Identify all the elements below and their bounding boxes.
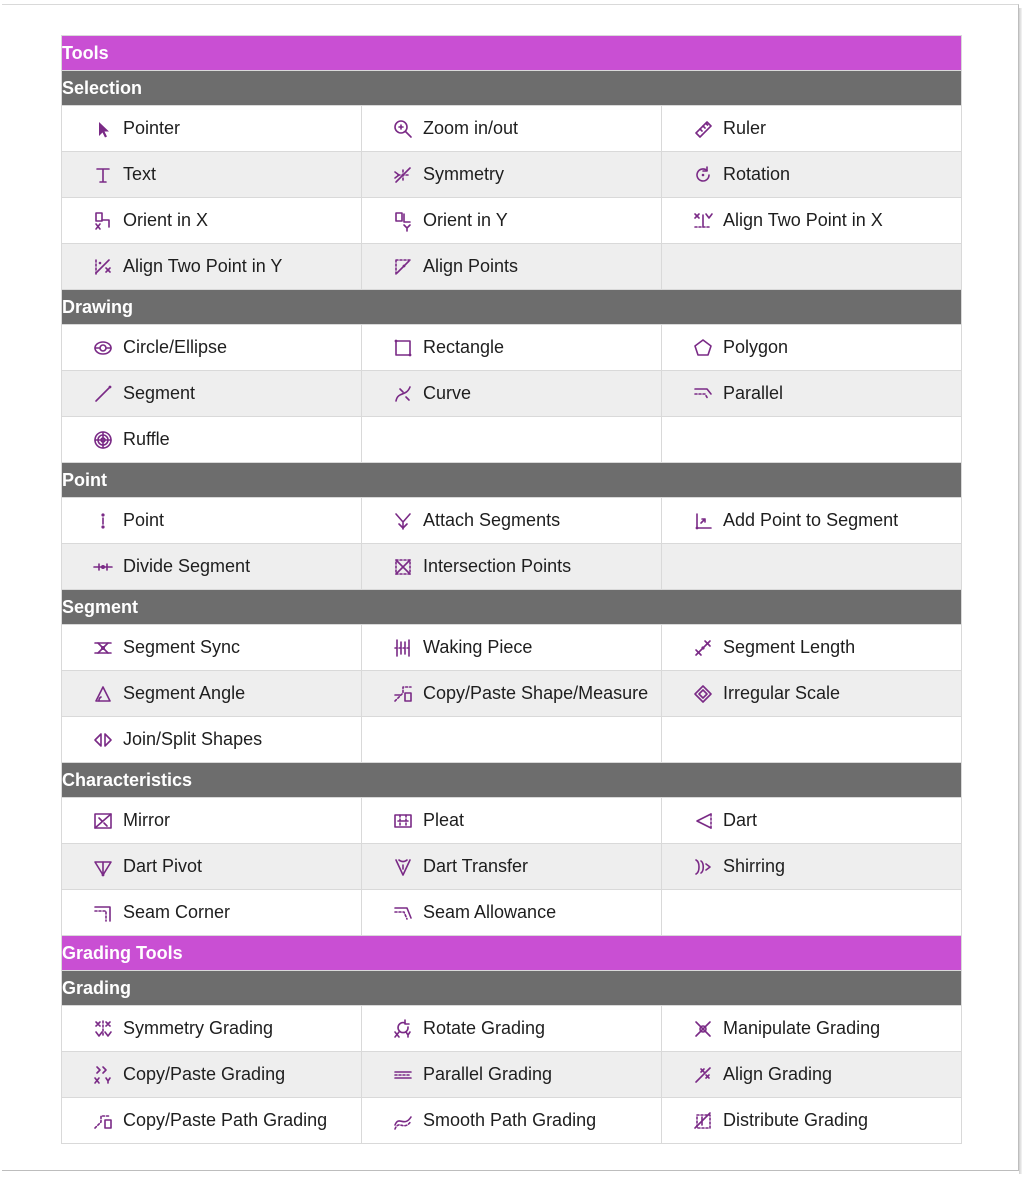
tool-label: Attach Segments: [423, 510, 561, 530]
orient-x-icon: [92, 210, 114, 232]
tool-label: Seam Corner: [123, 902, 231, 922]
join-split-icon: [92, 729, 114, 751]
tool-item-seam-corner: [62, 902, 361, 924]
tool-cell: [662, 625, 962, 671]
rotation-icon: [692, 164, 714, 186]
table-row: [62, 717, 962, 763]
table-row: [62, 498, 962, 544]
tool-item-orient-in-y: [362, 210, 661, 232]
tool-cell: [362, 1098, 662, 1144]
tool-item-parallel: [662, 383, 961, 405]
empty-cell: [662, 417, 962, 463]
empty-cell: [662, 890, 962, 936]
tool-item-segment: [62, 383, 361, 405]
orient-y-icon: [392, 210, 414, 232]
tool-label: Ruffle: [123, 429, 170, 449]
table-row: [62, 798, 962, 844]
tool-label: Copy/Paste Shape/Measure: [423, 683, 649, 703]
tool-cell: [62, 844, 362, 890]
waking-piece-icon: [392, 637, 414, 659]
align-grading-icon: [692, 1064, 714, 1086]
copy-paste-path-grading-icon: [92, 1110, 114, 1132]
align-two-point-x-icon: [692, 210, 714, 232]
manipulate-grading-icon: [692, 1018, 714, 1040]
tool-cell: [62, 625, 362, 671]
tool-label: Dart: [723, 810, 758, 830]
empty-cell: [362, 417, 662, 463]
tool-label: Align Grading: [723, 1064, 833, 1084]
tool-label: Shirring: [723, 856, 786, 876]
table-row: [62, 106, 962, 152]
distribute-grading-icon: [692, 1110, 714, 1132]
attach-segments-icon: [392, 510, 414, 532]
rotate-grading-icon: [392, 1018, 414, 1040]
tool-label: Text: [123, 164, 157, 184]
tool-item-symmetry-grading: [62, 1018, 361, 1040]
tool-item-text: [62, 164, 361, 186]
tool-label: Distribute Grading: [723, 1110, 869, 1130]
text-icon: [92, 164, 114, 186]
tool-label: Rotate Grading: [423, 1018, 546, 1038]
section-header-grading: [62, 971, 962, 1006]
segment-sync-icon: [92, 637, 114, 659]
tool-cell: [662, 1006, 962, 1052]
tool-item-circle-ellipse: [62, 337, 361, 359]
curve-icon: [392, 383, 414, 405]
table-row: [62, 1006, 962, 1052]
tool-cell: [62, 890, 362, 936]
shirring-icon: [692, 856, 714, 878]
smooth-path-grading-icon: [392, 1110, 414, 1132]
tool-cell: [62, 152, 362, 198]
tool-item-attach-segments: [362, 510, 661, 532]
tool-cell: [662, 106, 962, 152]
tool-item-waking-piece: [362, 637, 661, 659]
table-row: [62, 890, 962, 936]
tool-cell: [362, 152, 662, 198]
tool-cell: [362, 244, 662, 290]
tool-cell: [62, 717, 362, 763]
section-header-selection: [62, 71, 962, 106]
tool-label: Segment: [123, 383, 196, 403]
tools-reference-table: [61, 35, 962, 1144]
tool-label: Ruler: [723, 118, 767, 138]
tool-label: Align Points: [423, 256, 519, 276]
section-title: Point: [62, 463, 962, 498]
parallel-icon: [692, 383, 714, 405]
circle-ellipse-icon: [92, 337, 114, 359]
polygon-icon: [692, 337, 714, 359]
tool-item-irregular-scale: [662, 683, 961, 705]
section-title: Characteristics: [62, 763, 962, 798]
tool-cell: [62, 325, 362, 371]
ruffle-icon: [92, 429, 114, 451]
tool-item-symmetry: [362, 164, 661, 186]
tool-cell: [662, 1052, 962, 1098]
tool-item-intersection-points: [362, 556, 661, 578]
tool-label: Align Two Point in X: [723, 210, 883, 230]
tool-cell: [62, 1006, 362, 1052]
tool-cell: [662, 371, 962, 417]
tool-label: Symmetry: [423, 164, 504, 184]
tool-label: Symmetry Grading: [123, 1018, 274, 1038]
tool-item-dart-pivot: [62, 856, 361, 878]
tool-label: Rectangle: [423, 337, 505, 357]
tool-label: Polygon: [723, 337, 789, 357]
tool-label: Copy/Paste Grading: [123, 1064, 286, 1084]
tool-cell: [362, 890, 662, 936]
tool-cell: [362, 671, 662, 717]
tool-item-zoom-in-out: [362, 118, 661, 140]
tool-item-pointer: [62, 118, 361, 140]
page-shadow: [1019, 8, 1022, 1174]
parallel-grading-icon: [392, 1064, 414, 1086]
dart-transfer-icon: [392, 856, 414, 878]
tool-label: Dart Transfer: [423, 856, 529, 876]
table-row: [62, 325, 962, 371]
tool-cell: [362, 1052, 662, 1098]
tool-cell: [362, 371, 662, 417]
table-row: [62, 244, 962, 290]
tool-label: Pleat: [423, 810, 465, 830]
tool-label: Seam Allowance: [423, 902, 557, 922]
table-row: [62, 671, 962, 717]
copy-paste-shape-icon: [392, 683, 414, 705]
tool-item-dart: [662, 810, 961, 832]
tool-cell: [62, 371, 362, 417]
section-title: Selection: [62, 71, 962, 106]
tool-item-add-point-to-segment: [662, 510, 961, 532]
table-row: [62, 152, 962, 198]
tool-cell: [662, 671, 962, 717]
tool-item-segment-sync: [62, 637, 361, 659]
tool-item-parallel-grading: [362, 1064, 661, 1086]
tool-cell: [62, 544, 362, 590]
tool-label: Parallel Grading: [423, 1064, 553, 1084]
tool-cell: [362, 325, 662, 371]
tool-item-curve: [362, 383, 661, 405]
zoom-icon: [392, 118, 414, 140]
tool-item-distribute-grading: [662, 1110, 961, 1132]
tool-item-pleat: [362, 810, 661, 832]
copy-paste-grading-icon: [92, 1064, 114, 1086]
tool-cell: [362, 544, 662, 590]
tool-label: Segment Length: [723, 637, 856, 657]
tool-cell: [662, 798, 962, 844]
tool-item-smooth-path-grading: [362, 1110, 661, 1132]
tool-cell: [662, 198, 962, 244]
section-header-drawing: [62, 290, 962, 325]
tool-label: Orient in X: [123, 210, 209, 230]
group-title: Tools: [62, 36, 962, 71]
mirror-icon: [92, 810, 114, 832]
tool-cell: [362, 625, 662, 671]
tool-label: Orient in Y: [423, 210, 508, 230]
tool-item-align-two-point-in-x: [662, 210, 961, 232]
tool-item-copy-paste-grading: [62, 1064, 361, 1086]
table-row: [62, 371, 962, 417]
group-title: Grading Tools: [62, 936, 962, 971]
tool-label: Mirror: [123, 810, 170, 830]
pointer-icon: [92, 118, 114, 140]
tool-item-rectangle: [362, 337, 661, 359]
tool-label: Dart Pivot: [123, 856, 203, 876]
align-two-point-y-icon: [92, 256, 114, 278]
section-header-point: [62, 463, 962, 498]
ruler-icon: [692, 118, 714, 140]
tool-item-copy-paste-shape-measure: [362, 683, 661, 705]
tool-label: Divide Segment: [123, 556, 251, 576]
tool-item-join-split-shapes: [62, 729, 361, 751]
tool-cell: [62, 1052, 362, 1098]
dart-pivot-icon: [92, 856, 114, 878]
tool-cell: [662, 325, 962, 371]
table-row: [62, 1098, 962, 1144]
empty-cell: [662, 244, 962, 290]
symmetry-icon: [392, 164, 414, 186]
symmetry-grading-icon: [92, 1018, 114, 1040]
tool-item-ruler: [662, 118, 961, 140]
tool-item-dart-transfer: [362, 856, 661, 878]
tool-cell: [362, 106, 662, 152]
tool-cell: [62, 798, 362, 844]
group-header-tools: [62, 36, 962, 71]
section-title: Segment: [62, 590, 962, 625]
tool-label: Align Two Point in Y: [123, 256, 283, 276]
empty-cell: [662, 717, 962, 763]
seam-corner-icon: [92, 902, 114, 924]
tool-item-polygon: [662, 337, 961, 359]
seam-allowance-icon: [392, 902, 414, 924]
tool-label: Smooth Path Grading: [423, 1110, 597, 1130]
table-row: [62, 625, 962, 671]
tool-item-manipulate-grading: [662, 1018, 961, 1040]
tool-cell: [662, 844, 962, 890]
tool-item-align-grading: [662, 1064, 961, 1086]
tool-label: Curve: [423, 383, 472, 403]
tool-label: Add Point to Segment: [723, 510, 899, 530]
tool-item-segment-length: [662, 637, 961, 659]
tool-item-align-two-point-in-y: [62, 256, 361, 278]
tool-cell: [362, 844, 662, 890]
tool-cell: [62, 1098, 362, 1144]
tool-cell: [62, 671, 362, 717]
empty-cell: [362, 717, 662, 763]
tool-label: Rotation: [723, 164, 791, 184]
group-header-grading-tools: [62, 936, 962, 971]
tool-item-ruffle: [62, 429, 361, 451]
align-points-icon: [392, 256, 414, 278]
table-row: [62, 417, 962, 463]
tool-item-point: [62, 510, 361, 532]
tool-item-orient-in-x: [62, 210, 361, 232]
tool-label: Irregular Scale: [723, 683, 841, 703]
section-title: Drawing: [62, 290, 962, 325]
tool-label: Parallel: [723, 383, 784, 403]
section-header-segment: [62, 590, 962, 625]
tool-item-shirring: [662, 856, 961, 878]
tool-label: Waking Piece: [423, 637, 533, 657]
tool-cell: [62, 244, 362, 290]
intersection-points-icon: [392, 556, 414, 578]
tool-cell: [662, 1098, 962, 1144]
section-header-characteristics: [62, 763, 962, 798]
tool-cell: [62, 106, 362, 152]
tool-item-copy-paste-path-grading: [62, 1110, 361, 1132]
tool-label: Join/Split Shapes: [123, 729, 263, 749]
segment-icon: [92, 383, 114, 405]
rectangle-icon: [392, 337, 414, 359]
tool-cell: [362, 1006, 662, 1052]
tool-cell: [62, 498, 362, 544]
tool-item-align-points: [362, 256, 661, 278]
tool-item-seam-allowance: [362, 902, 661, 924]
tool-cell: [362, 798, 662, 844]
add-point-icon: [692, 510, 714, 532]
tool-cell: [362, 498, 662, 544]
tool-cell: [662, 152, 962, 198]
tool-label: Segment Sync: [123, 637, 241, 657]
table-row: [62, 544, 962, 590]
tool-item-rotation: [662, 164, 961, 186]
section-title: Grading: [62, 971, 962, 1006]
segment-length-icon: [692, 637, 714, 659]
tool-item-rotate-grading: [362, 1018, 661, 1040]
tool-label: Circle/Ellipse: [123, 337, 228, 357]
tool-label: Copy/Paste Path Grading: [123, 1110, 328, 1130]
point-icon: [92, 510, 114, 532]
tool-label: Zoom in/out: [423, 118, 519, 138]
table-row: [62, 1052, 962, 1098]
table-row: [62, 198, 962, 244]
divide-segment-icon: [92, 556, 114, 578]
irregular-scale-icon: [692, 683, 714, 705]
tool-label: Segment Angle: [123, 683, 246, 703]
tool-cell: [62, 417, 362, 463]
table-row: [62, 844, 962, 890]
segment-angle-icon: [92, 683, 114, 705]
tool-cell: [662, 498, 962, 544]
empty-cell: [662, 544, 962, 590]
pleat-icon: [392, 810, 414, 832]
tool-cell: [62, 198, 362, 244]
dart-icon: [692, 810, 714, 832]
tool-item-segment-angle: [62, 683, 361, 705]
tool-item-mirror: [62, 810, 361, 832]
tool-label: Pointer: [123, 118, 181, 138]
tool-item-divide-segment: [62, 556, 361, 578]
tool-label: Manipulate Grading: [723, 1018, 881, 1038]
tool-label: Point: [123, 510, 165, 530]
tool-cell: [362, 198, 662, 244]
tool-label: Intersection Points: [423, 556, 572, 576]
